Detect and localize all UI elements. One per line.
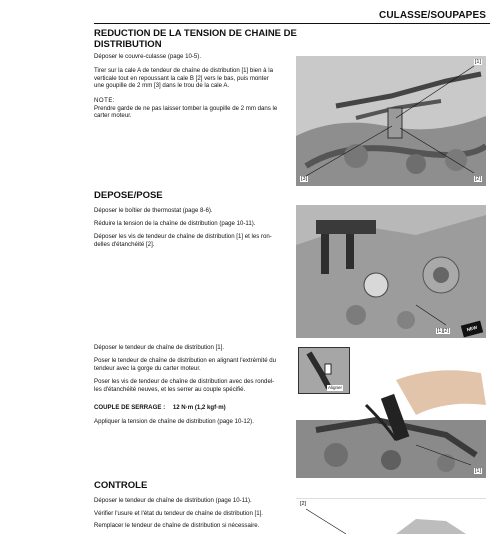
text-line: carter moteur. (94, 112, 132, 120)
paragraph (94, 378, 292, 393)
paragraph (94, 67, 292, 90)
paragraph: Vérifier l'usure et l'état du tendeur de chaîne de distribution [1]. (94, 510, 263, 517)
text-line: Déposer les vis de tendeur de chaîne de distribution [1] et les ron- (94, 233, 272, 240)
section-title-controle: CONTROLE (94, 480, 148, 491)
text-line: Poser les vis de tendeur de chaîne de distribution avec des rondel- (94, 378, 275, 385)
paragraph (94, 357, 292, 372)
section-header: CULASSE/SOUPAPES (379, 10, 486, 21)
paragraph: Déposer le tendeur de chaîne de distribution [1]. (94, 344, 225, 351)
alignment-inset (298, 347, 350, 394)
engine-illustration (296, 205, 486, 338)
text-line: delles d'étanchéité [2]. (94, 240, 155, 248)
text-line: Tirer sur la cale A de tendeur de chaîne de distribution [1] bien à la (94, 67, 273, 74)
paragraph: Réduire la tension de la chaîne de distribution (page 10-11). (94, 220, 256, 227)
text-line: les d'étanchéité neuves, et les serrer au couple spécifié. (94, 385, 246, 393)
text-line: verticale tout en repoussant la cale B [2] vers le bas, puis monter (94, 74, 269, 82)
note (94, 97, 292, 120)
inset-label: Aligner (328, 385, 343, 390)
header-rule (94, 23, 490, 24)
tensioner-illustration (296, 499, 486, 534)
paragraph: Déposer le couvre-culasse (page 10-5). (94, 53, 202, 60)
paragraph: Déposer le boîtier de thermostat (page 8-6). (94, 207, 213, 214)
figure-inspection-photo (296, 498, 486, 534)
new-part-badge: NEW (461, 321, 483, 338)
engine-illustration (296, 56, 486, 186)
note-label: NOTE: (94, 97, 116, 104)
figure-install-photo (296, 345, 486, 478)
paragraph: Remplacer le tendeur de chaîne de distribution si nécessaire. (94, 522, 260, 529)
text-line: tendeur avec la gorge du carter moteur. (94, 364, 201, 372)
figure-label: [3] (301, 176, 308, 182)
section-title-reduction (94, 28, 297, 50)
text-line: une goupille de 2 mm [3] dans le trou de la cale A. (94, 82, 230, 90)
text-line: Poser le tendeur de chaîne de distribution en alignant l'extrémité du (94, 357, 277, 364)
title-line-1: REDUCTION DE LA TENSION DE CHAINE DE (94, 28, 297, 39)
paragraph (94, 233, 292, 248)
paragraph: Appliquer la tension de chaîne de distribution (page 10-12). (94, 418, 254, 425)
figure-label: [1][2] (436, 328, 449, 334)
figure-label: [1] (474, 59, 481, 65)
figure-label: [1] (474, 468, 481, 474)
figure-tensioner-photo (296, 56, 486, 186)
torque-spec (94, 404, 292, 412)
text-line: Prendre garde de ne pas laisser tomber la goupille de 2 mm dans le (94, 104, 278, 112)
paragraph: Déposer le tendeur de chaîne de distribution (page 10-11). (94, 497, 252, 504)
figure-bolts-photo (296, 205, 486, 338)
figure-label: [2] (474, 176, 481, 182)
title-line-2: DISTRIBUTION (94, 39, 162, 50)
section-title-depose: DEPOSE/POSE (94, 190, 163, 201)
figure-label: [2] (300, 501, 307, 507)
torque-label: COUPLE DE SERRAGE : (94, 404, 166, 411)
torque-value: 12 N·m (1,2 kgf·m) (172, 404, 226, 411)
